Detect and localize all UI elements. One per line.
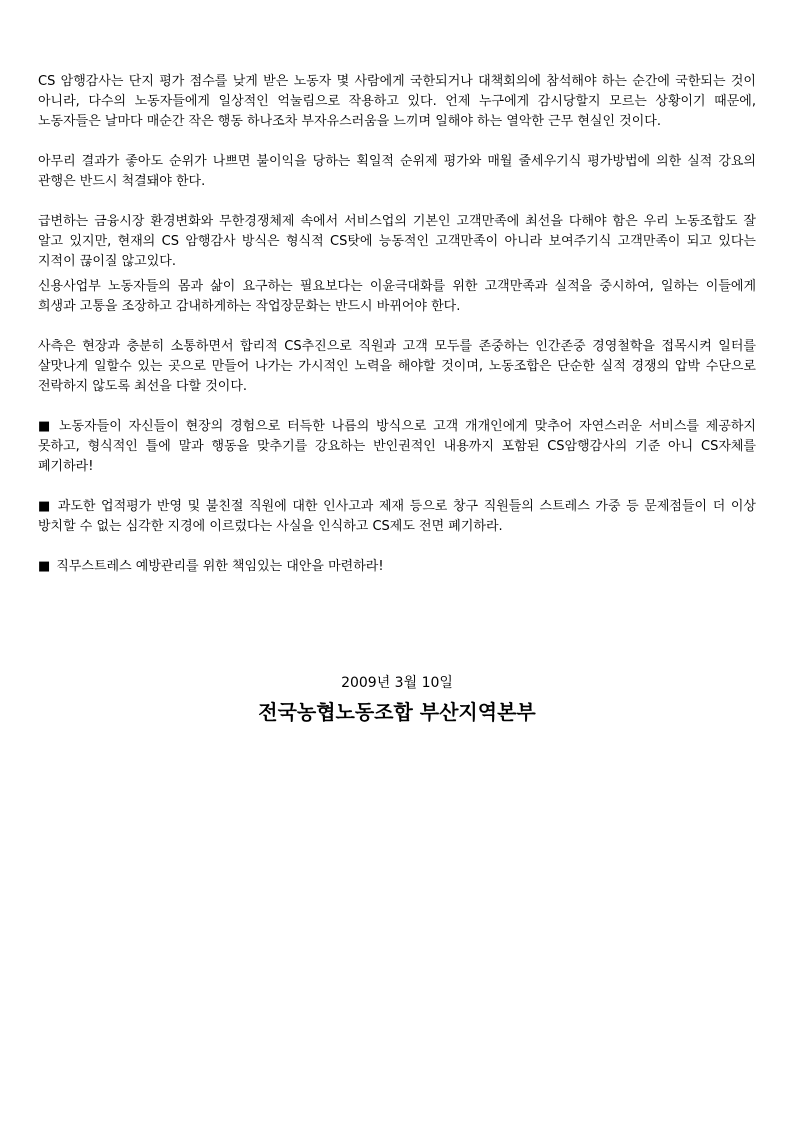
square-bullet-icon: ■ bbox=[38, 419, 53, 434]
paragraph-customer-satisfaction: 급변하는 금융시장 환경변화와 무한경쟁체제 속에서 서비스업의 기본인 고객만족에 최선을 다해야 함은 우리 노동조합도 잘 알고 있지만, 현재의 CS 암행감사 방식은 형식적 CS탓에 능동적인 고객만족이 아니라 보여주기식 고객만족이 되고 있다는 지적이 끊이질 않고있다. bbox=[38, 214, 756, 269]
statement-date: 2009년 3월 10일 bbox=[341, 675, 453, 691]
organization-name: 전국농협노동조합 부산지역본부 bbox=[258, 700, 536, 724]
demand-abolish-cs-system bbox=[38, 497, 756, 537]
paragraph-cs-audit-oppression: CS 암행감사는 단지 평가 점수를 낮게 받은 노동자 몇 사람에게 국한되거나 대책회의에 참석해야 하는 순간에 국한되는 것이 아니라, 다수의 노동자들에게 일상적인 억눌림으로 작용하고 있다. 언제 누구에게 감시당할지 모르는 상황이기 때문에, 노동자들은 날마다 매순간 작은 행동 하나조차 부자유스러움을 느끼며 일해야 하는 열악한 근무 현실인 것이다. bbox=[38, 74, 756, 129]
statement-body bbox=[38, 72, 756, 577]
square-bullet-icon: ■ bbox=[38, 499, 52, 514]
demand-text: 과도한 업적평가 반영 및 불친절 직원에 대한 인사고과 제재 등으로 창구 직원들의 스트레스 가중 등 문제점들이 더 이상 방치할 수 없는 심각한 지경에 이르렀다는 사실을 인식하고 CS제도 전면 폐기하라. bbox=[38, 499, 756, 534]
paragraph-ranking-evaluation: 아무리 결과가 좋아도 순위가 나쁘면 불이익을 당하는 획일적 순위제 평가와 매월 줄세우기식 평가방법에 의한 실적 강요의 관행은 반드시 척결돼야 한다. bbox=[38, 154, 756, 189]
demand-stress-prevention bbox=[38, 557, 756, 577]
demand-abolish-cs-audit bbox=[38, 417, 756, 477]
demand-text: 직무스트레스 예방관리를 위한 책임있는 대안을 마련하라! bbox=[56, 559, 384, 574]
square-bullet-icon: ■ bbox=[38, 559, 51, 574]
paragraph-management-duty: 사측은 현장과 충분히 소통하면서 합리적 CS추진으로 직원과 고객 모두를 존중하는 인간존중 경영철학을 접목시켜 일터를 살맛나게 일할수 있는 곳으로 만들어 나가는 가시적인 노력을 해야할 것이며, 노동조합은 단순한 실적 경쟁의 압박 수단으로 전락하지 않도록 최선을 다할 것이다. bbox=[38, 339, 756, 394]
demand-text: 노동자들이 자신들이 현장의 경험으로 터득한 나름의 방식으로 고객 개개인에게 맞추어 자연스러운 서비스를 제공하지 못하고, 형식적인 틀에 말과 행동을 맞추기를 강요하는 반인권적인 내용까지 포함된 CS암행감사의 기준 아니 CS자체를 폐기하라! bbox=[38, 419, 756, 474]
paragraph-workplace-culture: 신용사업부 노동자들의 몸과 삶이 요구하는 필요보다는 이윤극대화를 위한 고객만족과 실적을 중시하여, 일하는 이들에게 희생과 고통을 조장하고 감내하게하는 작업장문화는 반드시 바뀌어야 한다. bbox=[38, 279, 756, 314]
